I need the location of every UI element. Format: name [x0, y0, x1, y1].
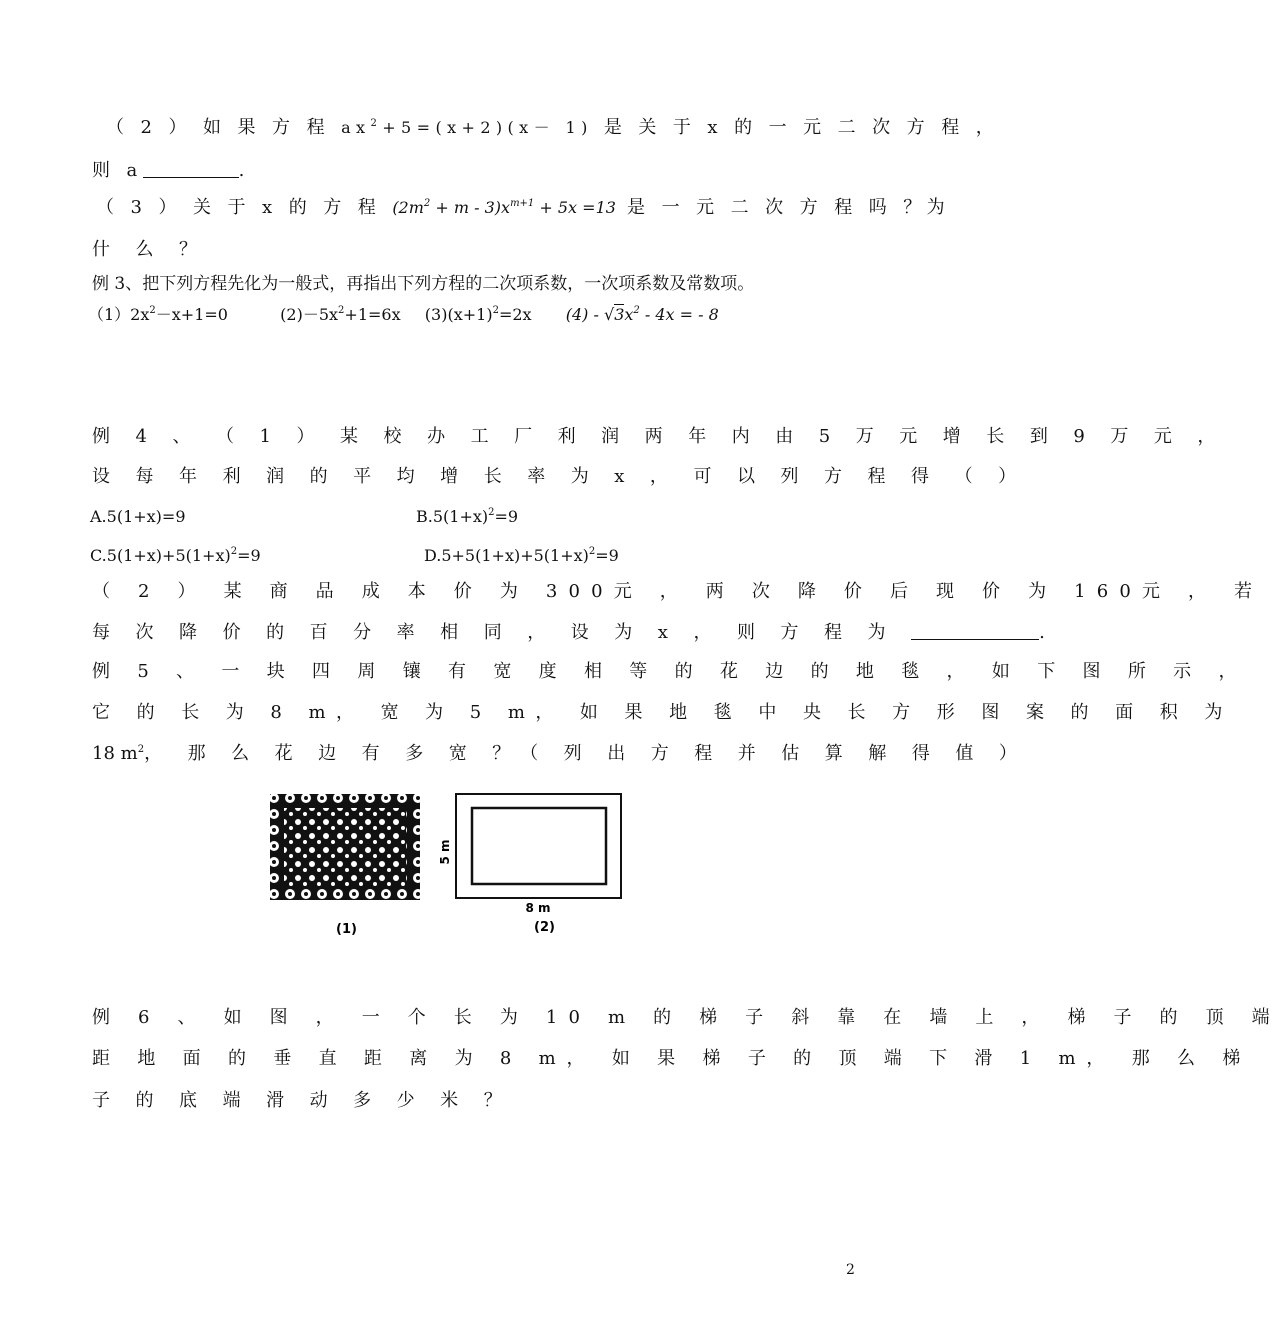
option-a[interactable]: A.5(1+x)=9	[90, 507, 186, 526]
page-number: 2	[846, 1262, 855, 1278]
ex3-item3: $(3)(x+1)^2=2x$	[424, 305, 532, 324]
ex4-line1: 例 4 、 （ 1 ） 某 校 办 工 厂 利 润 两 年 内 由 5 万 元 增 长 到 9 万 元 ，	[92, 426, 1226, 447]
fig-label-2: (2)	[534, 920, 555, 935]
ex6-line3: 子 的 底 端 滑 动 多 少 米 ？	[92, 1090, 512, 1111]
ex3-items	[88, 303, 719, 327]
carpet-photo	[270, 794, 420, 900]
answer-blank-a[interactable]	[143, 159, 239, 178]
ex3-item4: $(4) - √3x^2 - 4x$ = - 8	[565, 305, 719, 324]
ex3-title: 例 3、把下列方程先化为一般式，再指出下列方程的二次项系数，一次项系数及常数项。	[92, 274, 755, 294]
option-c[interactable]: $C.5(1+x)+5(1+x)^2=9$	[90, 546, 261, 565]
ex4-part2-line1: （ 2 ） 某 商 品 成 本 价 为 300元 ， 两 次 降 价 后 现 价 为 160元 ， 若	[92, 581, 1264, 602]
fig-label-1: (1)	[336, 922, 357, 937]
carpet-figure	[266, 790, 636, 940]
fig-height-label: 5 m	[438, 839, 452, 865]
ex3-item1: $(1)2x^2-x+1=0$	[88, 305, 228, 324]
ex5-line2: 它 的 长 为 8 m， 宽 为 5 m， 如 果 地 毯 中 央 长 方 形 图 案 的 面 积 为	[92, 702, 1233, 723]
fig-width-label: 8 m	[525, 901, 551, 915]
q2-line1: （ 2 ） 如 果 方 程 $ax^2+5=(x+2)(x- 1)$ 是 关 于 x 的 一 元 二 次 方 程 ，	[106, 117, 1000, 138]
q3-line2: 什 么 ？	[92, 239, 207, 260]
option-d[interactable]: $D.5+5(1+x)+5(1+x)^2=9$	[424, 546, 619, 565]
q3-line1: （ 3 ） 关 于 x 的 方 程 $(2m^2 + m - 3)x^{m+1} + 5x =13$ 是 一 元 二 次 方 程 吗 ？为	[96, 197, 951, 218]
option-b[interactable]: $B.5(1+x)^2=9$	[416, 507, 519, 526]
ex3-item2: $(2)-5x^2+1=6x$	[280, 305, 401, 324]
ex4-line2: 设 每 年 利 润 的 平 均 增 长 率 为 x ， 可 以 列 方 程 得 （ ）	[92, 466, 1027, 487]
ex6-line2: 距 地 面 的 垂 直 距 离 为 8 m， 如 果 梯 子 的 顶 端 下 滑 1 m， 那 么 梯	[92, 1048, 1252, 1069]
ex4-part2-line2: 每 次 降 价 的 百 分 率 相 同 ， 设 为 x ， 则 方 程 为 .	[92, 622, 1045, 643]
ex5-line1: 例 5 、 一 块 四 周 镶 有 宽 度 相 等 的 花 边 的 地 毯 ， 如 下 图 所 示 ，	[92, 661, 1248, 682]
ex6-line1: 例 6 、 如 图 ， 一 个 长 为 10 m 的 梯 子 斜 靠 在 墙 上 ， 梯 子 的 顶 端	[92, 1007, 1281, 1028]
q2-line2: 则 a .	[92, 160, 245, 181]
ex5-line3: 18 $m^2$， 那 么 花 边 有 多 宽 ？（ 列 出 方 程 并 估 算 解 得 值 ）	[92, 743, 1027, 764]
carpet-diagram	[456, 794, 621, 898]
answer-blank-equation[interactable]	[911, 621, 1039, 640]
